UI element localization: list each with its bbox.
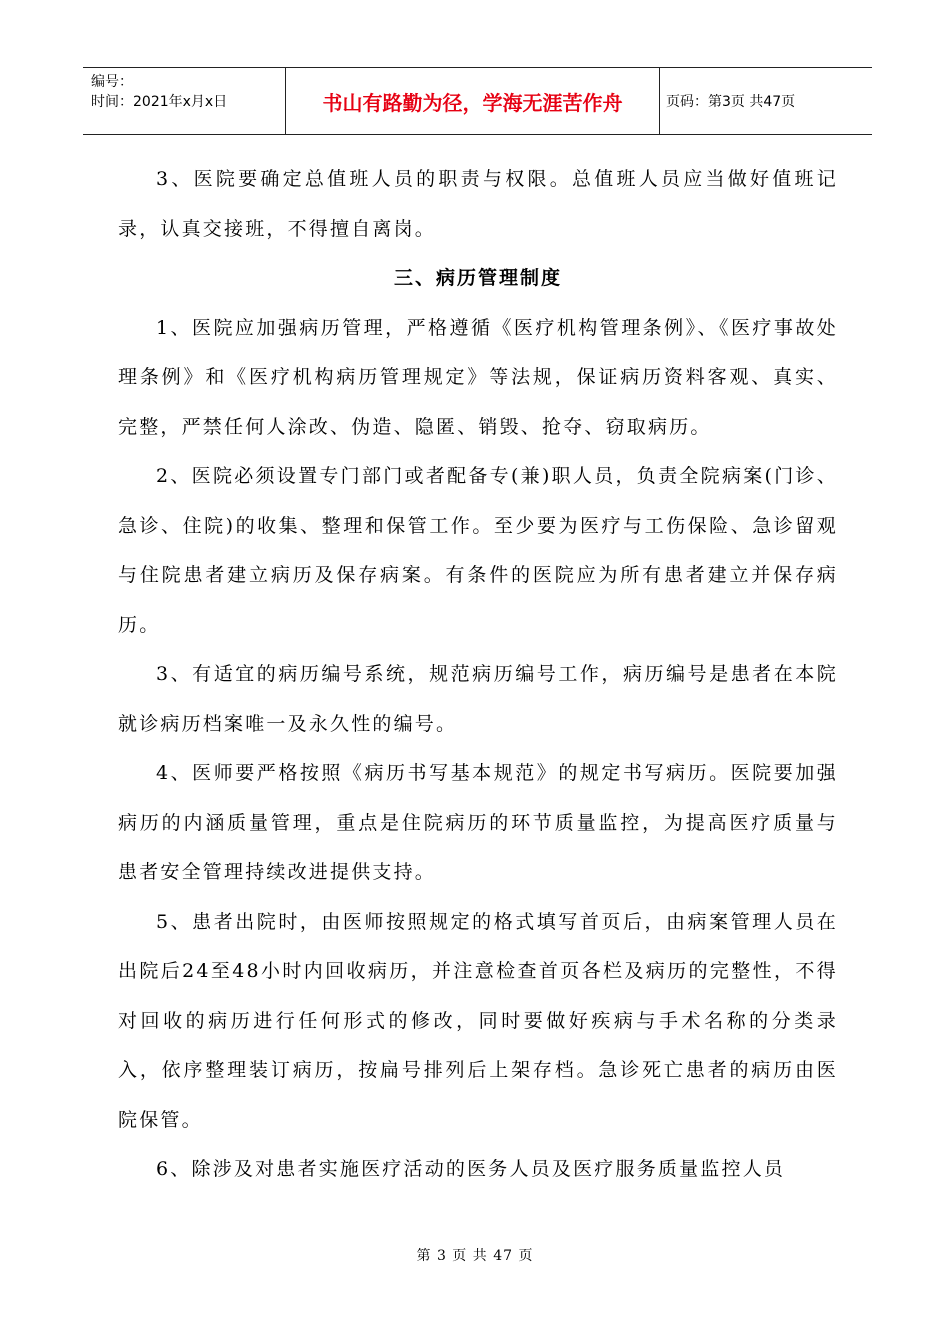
- header-page-info: 页码：第3页 共47页: [666, 94, 796, 110]
- paragraph: 6、除涉及对患者实施医疗活动的医务人员及医疗服务质量监控人员: [156, 1158, 786, 1180]
- paragraph: 3、有适宜的病历编号系统，规范病历编号工作，病历编号是患者在本院就诊病历档案唯一及永久性的编号。: [118, 663, 838, 735]
- paragraph: 5、患者出院时，由医师按照规定的格式填写首页后，由病案管理人员在出院后24至48小时内回收病历，并注意检查首页各栏及病历的完整性，不得对回收的病历进行任何形式的修改，同时要做好疾病与手术名称的分类录入，依序整理装订病历，按扁号排列后上架存档。急诊死亡患者的病历由医院保管。: [118, 910, 838, 1131]
- paragraph: 3、医院要确定总值班人员的职责与权限。总值班人员应当做好值班记录，认真交接班，不得擅自离岗。: [118, 168, 838, 240]
- paragraph: 4、医师要严格按照《病历书写基本规范》的规定书写病历。医院要加强病历的内涵质量管理，重点是住院病历的环节质量监控，为提高医疗质量与患者安全管理持续改进提供支持。: [118, 762, 838, 883]
- header-meta: [83, 68, 285, 134]
- document-body: [118, 155, 838, 1195]
- paragraph: 2、医院必须设置专门部门或者配备专(兼)职人员，负责全院病案(门诊、急诊、住院)的收集、整理和保管工作。至少要为医疗与工伤保险、急诊留观与住院患者建立病历及保存病案。有条件的医院应为所有患者建立并保存病历。: [118, 465, 838, 636]
- section-title: 三、病历管理制度: [393, 267, 562, 289]
- header-time: 时间：2021年x月x日: [91, 94, 228, 110]
- page-footer: 第 3 页 共 47 页: [416, 1248, 534, 1264]
- header-slogan: 书山有路勤为径，学海无涯苦作舟: [285, 68, 660, 134]
- header-number: 编号：: [91, 74, 133, 90]
- document-header: [83, 67, 872, 135]
- paragraph: 1、医院应加强病历管理，严格遵循《医疗机构管理条例》、《医疗事故处理条例》和《医疗机构病历管理规定》等法规，保证病历资料客观、真实、完整，严禁任何人涂改、伪造、隐匿、销毁、抢夺、窃取病历。: [118, 316, 838, 438]
